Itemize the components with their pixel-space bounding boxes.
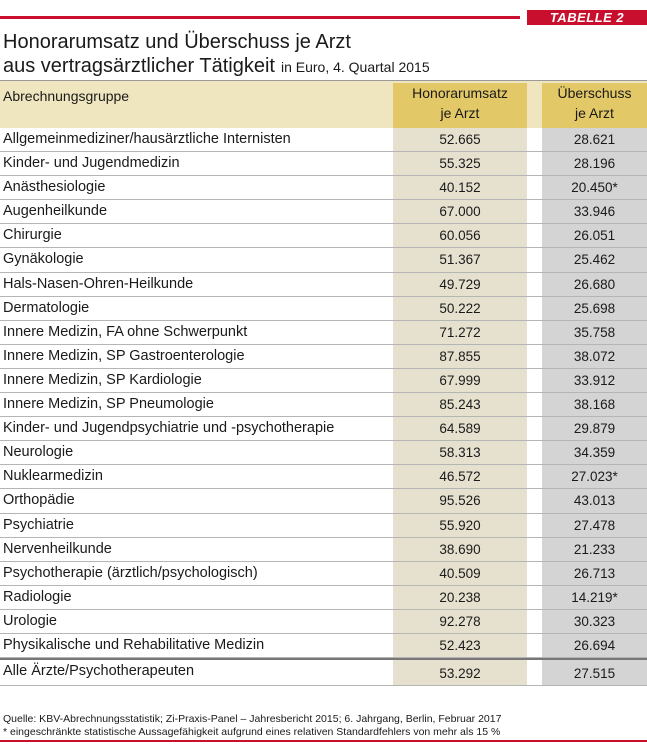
row-name: Gynäkologie bbox=[3, 251, 84, 268]
row-name: Physikalische und Rehabilitative Medizin bbox=[3, 636, 265, 653]
row-revenue: 67.999 bbox=[393, 369, 527, 392]
row-name: Orthopädie bbox=[3, 492, 75, 509]
table-row bbox=[0, 345, 647, 369]
row-surplus: 38.168 bbox=[542, 393, 647, 416]
bottom-rule bbox=[0, 740, 647, 742]
total-row bbox=[0, 658, 647, 686]
row-revenue: 51.367 bbox=[393, 248, 527, 271]
table-row bbox=[0, 538, 647, 562]
title-subtitle: in Euro, 4. Quartal 2015 bbox=[280, 59, 430, 75]
row-name: Psychotherapie (ärztlich/psychologisch) bbox=[3, 564, 258, 581]
footnote bbox=[3, 713, 501, 739]
row-revenue: 92.278 bbox=[393, 610, 527, 633]
row-name: Chirurgie bbox=[3, 227, 62, 244]
row-surplus: 28.196 bbox=[542, 152, 647, 175]
table-row bbox=[0, 273, 647, 297]
row-surplus: 35.758 bbox=[542, 321, 647, 344]
row-name: Kinder- und Jugendpsychiatrie und -psychotherapie bbox=[3, 420, 335, 437]
header-surplus: Überschuss je Arzt bbox=[542, 83, 647, 128]
row-name: Innere Medizin, SP Kardiologie bbox=[3, 371, 202, 388]
asterisk-note: * eingeschränkte statistische Aussagefähigkeit aufgrund eines relativen Standardfehlers von mehr als 15 % bbox=[3, 726, 501, 738]
header-group: Abrechnungsgruppe bbox=[3, 88, 130, 104]
row-surplus: 34.359 bbox=[542, 441, 647, 464]
table-row bbox=[0, 586, 647, 610]
table-row bbox=[0, 610, 647, 634]
table-row bbox=[0, 562, 647, 586]
row-revenue: 64.589 bbox=[393, 417, 527, 440]
row-surplus: 27.023* bbox=[542, 465, 647, 488]
row-surplus: 29.879 bbox=[542, 417, 647, 440]
row-surplus: 25.462 bbox=[542, 248, 647, 271]
row-surplus: 33.912 bbox=[542, 369, 647, 392]
header-revenue: Honorarumsatz je Arzt bbox=[393, 83, 527, 128]
top-rule bbox=[0, 16, 520, 19]
table-row bbox=[0, 248, 647, 272]
row-name: Augenheilkunde bbox=[3, 203, 108, 220]
row-revenue: 71.272 bbox=[393, 321, 527, 344]
row-revenue: 38.690 bbox=[393, 538, 527, 561]
row-name: Radiologie bbox=[3, 588, 72, 605]
table-row bbox=[0, 200, 647, 224]
row-surplus: 30.323 bbox=[542, 610, 647, 633]
row-name: Innere Medizin, SP Pneumologie bbox=[3, 396, 214, 413]
top-bar bbox=[0, 10, 647, 24]
title-line-1: Honorarumsatz und Überschuss je Arzt bbox=[3, 31, 351, 53]
row-revenue: 49.729 bbox=[393, 273, 527, 296]
table-header bbox=[0, 80, 647, 128]
table-row bbox=[0, 297, 647, 321]
row-surplus: 38.072 bbox=[542, 345, 647, 368]
table-row bbox=[0, 152, 647, 176]
row-surplus: 26.713 bbox=[542, 562, 647, 585]
total-name: Alle Ärzte/Psychotherapeuten bbox=[3, 663, 195, 680]
row-surplus: 26.051 bbox=[542, 224, 647, 247]
total-revenue: 53.292 bbox=[393, 660, 527, 685]
row-revenue: 52.665 bbox=[393, 128, 527, 151]
row-revenue: 60.056 bbox=[393, 224, 527, 247]
row-revenue: 20.238 bbox=[393, 586, 527, 609]
row-revenue: 58.313 bbox=[393, 441, 527, 464]
row-surplus: 14.219* bbox=[542, 586, 647, 609]
table-row bbox=[0, 393, 647, 417]
row-name: Urologie bbox=[3, 612, 57, 629]
row-revenue: 87.855 bbox=[393, 345, 527, 368]
row-name: Dermatologie bbox=[3, 299, 90, 316]
row-name: Innere Medizin, SP Gastroenterologie bbox=[3, 347, 245, 364]
row-revenue: 67.000 bbox=[393, 200, 527, 223]
row-revenue: 55.920 bbox=[393, 514, 527, 537]
table-row bbox=[0, 634, 647, 658]
row-name: Nuklearmedizin bbox=[3, 468, 103, 485]
row-revenue: 95.526 bbox=[393, 489, 527, 512]
row-surplus: 33.946 bbox=[542, 200, 647, 223]
row-revenue: 50.222 bbox=[393, 297, 527, 320]
title-line-2: aus vertragsärztlicher Tätigkeit in Euro, 4. Quartal 2015 bbox=[3, 55, 430, 77]
row-name: Allgemeinmediziner/hausärztliche Internisten bbox=[3, 131, 291, 147]
row-surplus: 28.621 bbox=[542, 128, 647, 151]
row-surplus: 26.694 bbox=[542, 634, 647, 657]
table-row bbox=[0, 321, 647, 345]
row-revenue: 46.572 bbox=[393, 465, 527, 488]
table-row bbox=[0, 465, 647, 489]
table-row bbox=[0, 369, 647, 393]
row-surplus: 20.450* bbox=[542, 176, 647, 199]
row-surplus: 43.013 bbox=[542, 489, 647, 512]
row-name: Innere Medizin, FA ohne Schwerpunkt bbox=[3, 323, 248, 340]
row-revenue: 40.509 bbox=[393, 562, 527, 585]
table-row bbox=[0, 441, 647, 465]
row-surplus: 25.698 bbox=[542, 297, 647, 320]
row-name: Hals-Nasen-Ohren-Heilkunde bbox=[3, 275, 194, 292]
row-revenue: 85.243 bbox=[393, 393, 527, 416]
row-revenue: 55.325 bbox=[393, 152, 527, 175]
data-table bbox=[0, 80, 647, 686]
source-note: Quelle: KBV-Abrechnungsstatistik; Zi-Praxis-Panel – Jahresbericht 2015; 6. Jahrgang, Berlin, Februar 2017 bbox=[3, 713, 502, 725]
table-row bbox=[0, 417, 647, 441]
row-revenue: 40.152 bbox=[393, 176, 527, 199]
table-row bbox=[0, 224, 647, 248]
row-name: Psychiatrie bbox=[3, 516, 74, 533]
row-surplus: 27.478 bbox=[542, 514, 647, 537]
row-name: Nervenheilkunde bbox=[3, 540, 112, 557]
row-name: Neurologie bbox=[3, 444, 74, 461]
table-row bbox=[0, 514, 647, 538]
row-surplus: 26.680 bbox=[542, 273, 647, 296]
total-surplus: 27.515 bbox=[542, 660, 647, 685]
table-body bbox=[0, 128, 647, 658]
row-name: Anästhesiologie bbox=[3, 179, 106, 196]
table-badge: TABELLE 2 bbox=[527, 10, 647, 25]
table-title bbox=[3, 30, 430, 79]
row-revenue: 52.423 bbox=[393, 634, 527, 657]
row-surplus: 21.233 bbox=[542, 538, 647, 561]
row-name: Kinder- und Jugendmedizin bbox=[3, 155, 180, 172]
table-row bbox=[0, 176, 647, 200]
table-row bbox=[0, 489, 647, 513]
table-row bbox=[0, 128, 647, 152]
